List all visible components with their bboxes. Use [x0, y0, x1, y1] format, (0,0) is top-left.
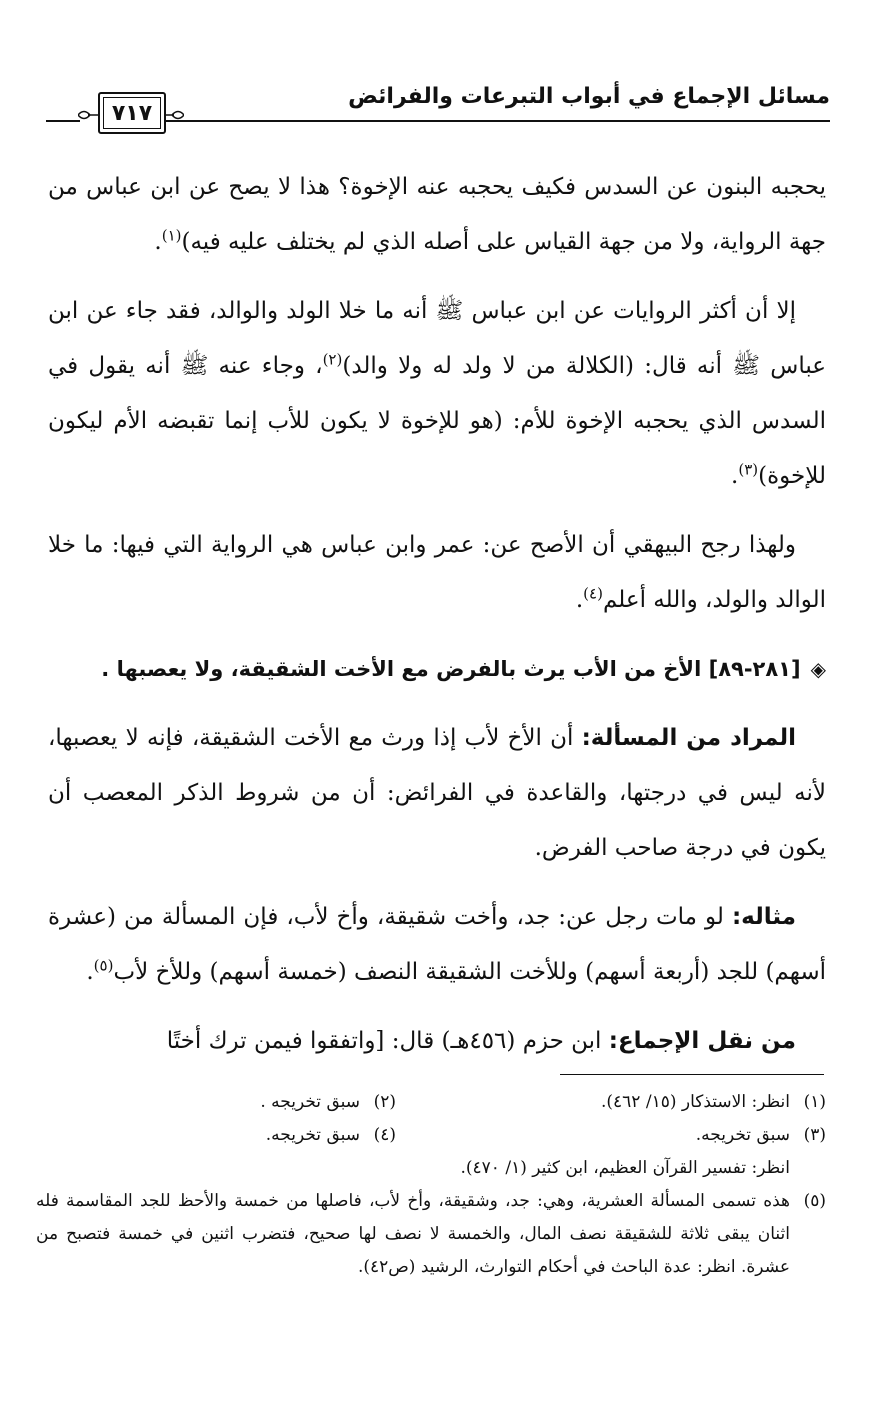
footnote-number: (٢): [373, 1092, 396, 1112]
paragraph-text: أن الأخ لأب إذا ورث مع الأخت الشقيقة، فإنه لا يعصبها، لأنه ليس في درجتها، والقاعدة في الفرائض: أن من شروط الذكر المعصب أن يكون في درجة صاحب الفرض.: [48, 725, 826, 861]
footnote-4-continuation: انظر: تفسير القرآن العظيم، ابن كثير (١/ ٤٧٠).: [460, 1158, 790, 1178]
header-rule-left: [46, 120, 80, 122]
footnote-text: سبق تخريجه.: [265, 1125, 360, 1145]
paragraph-text: ولهذا رجح البيهقي أن الأصح عن: عمر وابن عباس هي الرواية التي فيها: ما خلا الوالد والولد، والله أعلم: [48, 532, 826, 613]
paragraph-end: .: [575, 587, 584, 613]
footnote-text: سبق تخريجه.: [695, 1125, 790, 1145]
footnote-number: (٣): [803, 1125, 826, 1145]
footnote-text: انظر: الاستذكار (١٥/ ٤٦٢).: [600, 1092, 790, 1112]
paragraph-end: .: [86, 959, 94, 985]
page-header: [46, 82, 830, 132]
main-text: [48, 160, 826, 1083]
ornament-icon: [164, 108, 184, 122]
header-rule: [161, 120, 830, 122]
section-heading: [48, 642, 826, 697]
paragraph: [48, 1014, 826, 1069]
running-title: مسائل الإجماع في أبواب التبرعات والفرائض: [348, 84, 830, 109]
footnote-row: [36, 1119, 826, 1152]
footnote-ref: (٤): [583, 584, 603, 603]
footnote-ref: (٢): [322, 350, 343, 369]
paragraph-end: .: [731, 463, 739, 489]
footnote-5: [36, 1185, 826, 1284]
ornament-icon: [78, 108, 98, 122]
footnote-text: سبق تخريجه .: [260, 1092, 360, 1112]
footnote-number: (١): [803, 1092, 826, 1112]
paragraph: [48, 518, 826, 628]
diamond-bullet-icon: ◈: [810, 657, 826, 681]
paragraph-end: .: [154, 229, 162, 255]
footnote-1: [396, 1086, 826, 1119]
footnote-text: هذه تسمى المسألة العشرية، وهي: جد، وشقيقة، وأخ لأب، فاصلها من خمسة والأحظ للجد المقاسمة فله اثنان يبقى ثلاثة للشقيقة نصف المال، والخمسة لا نصف لها صحيح، فتضرب اثنين في خمسة فتصبح من عشرة. انظر: عدة الباحث في أحكام التوارث، الرشيد (ص٤٢).: [36, 1191, 790, 1277]
page-number-frame: [98, 92, 166, 134]
footnote-ref: (١): [161, 226, 182, 245]
page-number: ٧١٧: [111, 100, 153, 126]
footnote-4: [36, 1119, 396, 1152]
paragraph-text: إلا أن أكثر الروايات عن ابن عباس ﷺ أنه ما خلا الولد والوالد، فقد جاء عن ابن عباس ﷺ أنه قال: (الكلالة من لا ولد له ولا والد): [48, 298, 826, 379]
paragraph-label: من نقل الإجماع:: [608, 1028, 796, 1054]
section-heading-text: [٢٨١-٨٩] الأخ من الأب يرث بالفرض مع الأخت الشقيقة، ولا يعصبها .: [101, 657, 801, 681]
paragraph: [48, 160, 826, 270]
paragraph: [48, 890, 826, 1000]
paragraph: [48, 284, 826, 504]
footnote-row: [36, 1086, 826, 1119]
footnote-rule: [560, 1074, 824, 1075]
paragraph-text: لو مات رجل عن: جد، وأخت شقيقة، وأخ لأب، فإن المسألة من (عشرة أسهم) للجد (أربعة أسهم) وللأخت الشقيقة النصف (خمسة أسهم) وللأخ لأب: [48, 904, 826, 985]
footnote-2: [36, 1086, 396, 1119]
paragraph: [48, 711, 826, 876]
paragraph-label: مثاله:: [731, 904, 796, 930]
footnote-3: [396, 1119, 826, 1152]
paragraph-text: ، وجاء عنه ﷺ أنه يقول في السدس الذي يحجبه الإخوة للأم: (هو للإخوة لا يكون للأب إنما تقبضه الأم ليكون للإخوة): [48, 353, 826, 489]
footnote-number: (٤): [373, 1125, 396, 1145]
footnote-ref: (٥): [93, 956, 114, 975]
footnotes: [36, 1086, 826, 1284]
paragraph-label: المراد من المسألة:: [581, 725, 796, 751]
footnote-number: (٥): [803, 1191, 826, 1211]
paragraph-text: ابن حزم (٤٥٦هـ) قال: [واتفقوا فيمن ترك أختًا: [166, 1028, 609, 1054]
footnote-ref: (٣): [738, 460, 759, 479]
paragraph-text: يحجبه البنون عن السدس فكيف يحجبه عنه الإخوة؟ هذا لا يصح عن ابن عباس من جهة الرواية، ولا من جهة القياس على أصله الذي لم يختلف عليه فيه): [48, 174, 826, 255]
